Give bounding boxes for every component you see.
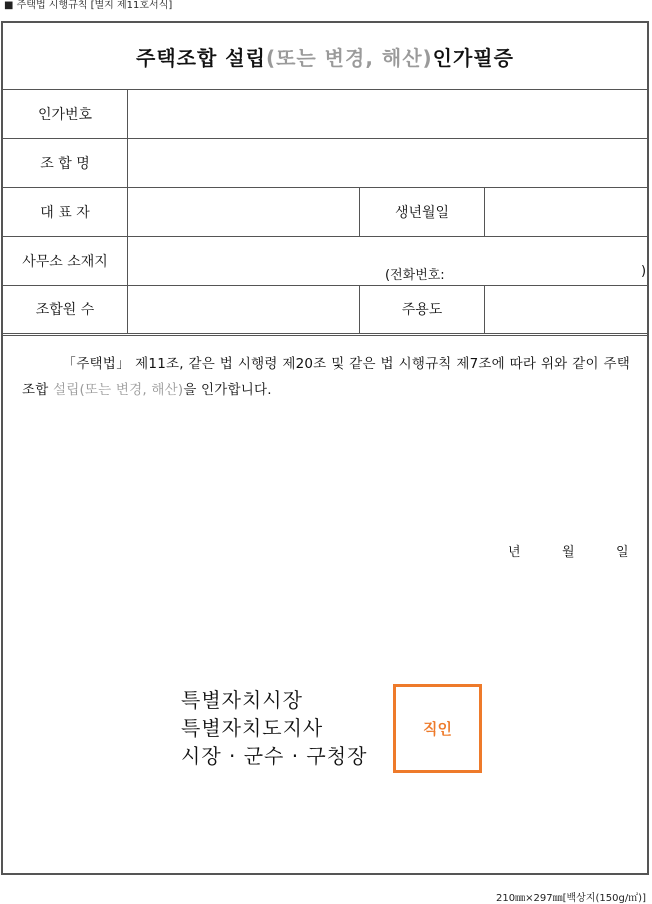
date-day: 일: [616, 545, 629, 560]
issuing-official: [181, 686, 367, 770]
title-gray: (또는 변경, 해산): [265, 45, 433, 70]
row-office: [3, 236, 647, 286]
phone-label: (전화번호:: [385, 268, 445, 283]
official-line-1: 특별자치시장: [181, 688, 303, 712]
date-year: 년: [508, 545, 521, 560]
form-title: [3, 23, 647, 90]
value-birth-date[interactable]: [485, 187, 649, 236]
label-office-address: 사무소 소재지: [22, 253, 108, 270]
label-birth-date: 생년월일: [394, 204, 450, 221]
row-permit: [3, 89, 647, 139]
statement-text-b: 을 인가합니다.: [183, 382, 272, 398]
value-representative[interactable]: [128, 187, 359, 236]
title-end: 인가필증: [432, 45, 514, 70]
official-line-2: 특별자치도지사: [181, 716, 324, 740]
value-permit-no[interactable]: [128, 89, 649, 138]
value-members[interactable]: [128, 285, 359, 333]
approval-statement: [22, 351, 630, 403]
row-members: [3, 285, 647, 336]
phone-close: ): [641, 264, 647, 279]
label-union-name: 조 합 명: [40, 155, 90, 172]
value-main-use[interactable]: [485, 285, 649, 333]
value-union-name[interactable]: [128, 138, 649, 187]
statement-text-a: 「주택법」 제11조, 같은 법 시행령 제20조 및 같은 법 시행규칙 제7조에 따라 위와 같이 주택조합: [22, 356, 630, 398]
official-line-3: 시장 · 군수 · 구청장: [181, 744, 368, 768]
label-members: 조합원 수: [35, 302, 95, 318]
date-month: 월: [562, 545, 575, 560]
row-representative: [3, 187, 647, 237]
label-permit-no: 인가번호: [37, 106, 93, 123]
label-main-use: 주용도: [401, 302, 443, 318]
statement-text-gray: 설립(또는 변경, 해산): [52, 382, 184, 398]
paper-spec: 210㎜×297㎜[백상지(150g/㎡)]: [496, 893, 646, 904]
title-main: 주택조합 설립: [136, 45, 266, 70]
label-representative: 대 표 자: [40, 204, 90, 221]
row-union: [3, 138, 647, 188]
official-seal: 직인: [393, 684, 482, 773]
form-header: ■ 주택법 시행규칙 [별지 제11호서식]: [4, 0, 173, 11]
